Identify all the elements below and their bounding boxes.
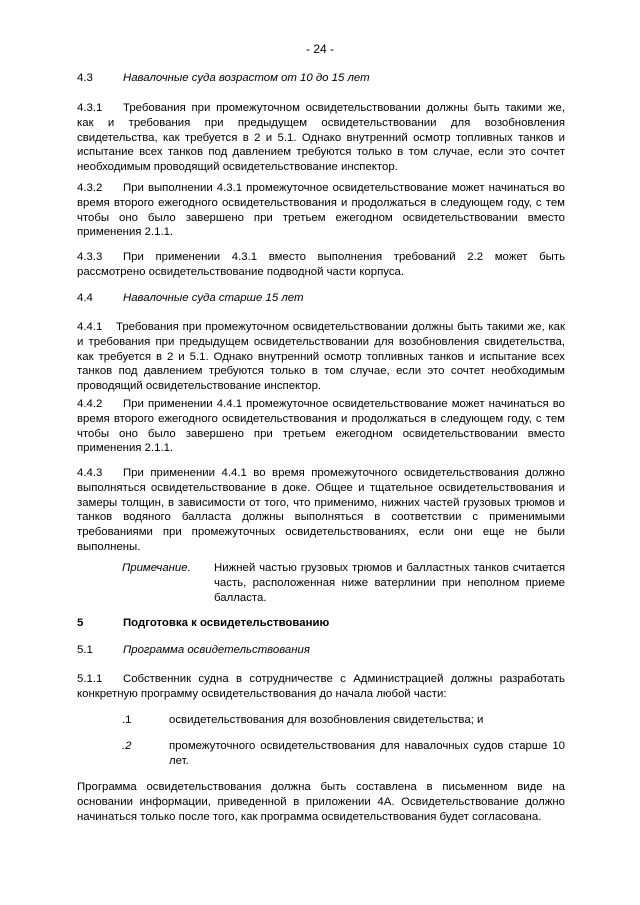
- section-title: Подготовка к освидетельствованию: [123, 617, 330, 629]
- paragraph-4-3-3: [77, 250, 565, 280]
- paragraph-text: При применении 4.4.1 во время промежуточного освидетельствования должно выполняться освидетельствование в доке. Общее и тщательное освидетельствования и замеры толщин, в зависимости от того, что применимо, нижних частей грузовых трюмов и танков водяного балласта должны выполняться в соответствии с применимыми требованиями при промежуточных освидетельствованиях, если они еще не были выполнены.: [77, 467, 565, 553]
- page-number: - 24 -: [305, 42, 334, 56]
- list-marker: .2: [122, 740, 132, 752]
- paragraph-number: 4.3.3: [77, 251, 103, 263]
- section-title: Навалочные суда старше 15 лет: [123, 292, 304, 304]
- note-label: Примечание.: [122, 562, 191, 574]
- paragraph-number: 4.4.2: [77, 398, 103, 410]
- section-heading-4-3: [77, 71, 565, 86]
- list-marker: .1: [122, 714, 132, 726]
- paragraph-text: Программа освидетельствования должна быть составлена в письменном виде на основании информации, приведенной в приложении 4А. Освидетельствование должно начинаться только после того, как программа освидетельствования будет согласована.: [77, 781, 565, 823]
- paragraph-program: [77, 780, 565, 824]
- paragraph-text: Собственник судна в сотрудничестве с Администрацией должны разработать конкретную программу освидетельствования до начала любой части:: [77, 673, 565, 700]
- paragraph-number: 5.1.1: [77, 673, 103, 685]
- paragraph-4-3-2: [77, 181, 565, 240]
- paragraph-number: 4.4.1: [77, 321, 103, 333]
- paragraph-text: При применении 4.4.1 промежуточное освидетельствование может начинаться во время второго ежегодного освидетельствования и продолжаться в следующем году, с тем чтобы оно было завершено при третьем ежегодном освидетельствовании вместо применения 2.1.1.: [77, 398, 565, 455]
- paragraph-text: При применении 4.3.1 вместо выполнения требований 2.2 может быть рассмотрено освидетельствование подводной части корпуса.: [77, 251, 565, 278]
- list-text: промежуточного освидетельствования для навалочных судов старше 10 лет.: [169, 740, 565, 767]
- paragraph-4-4-3: [77, 466, 565, 555]
- paragraph-text: Требования при промежуточном освидетельствовании должны быть такими же, как и требования при предыдущем освидетельствовании для возобновления свидетельства, как требуется в 2 и 5.1. Однако внутренний осмотр топливных танков и испытание всех танков под давлением требуются только в том случае, если это сочтет необходимым проводящий освидетельствование инспектор.: [77, 102, 565, 174]
- section-title: Навалочные суда возрастом от 10 до 15 лет: [123, 72, 370, 84]
- section-title: Программа освидетельствования: [123, 644, 310, 656]
- paragraph-4-4-1: [77, 320, 565, 394]
- section-number: 4.3: [77, 72, 93, 84]
- paragraph-text: При выполнении 4.3.1 промежуточное освидетельствование может начинаться во время второго ежегодного освидетельствования и продолжаться в следующем году, с тем чтобы оно было завершено при третьем ежегодном освидетельствовании вместо применения 2.1.1.: [77, 182, 565, 239]
- section-heading-5: [77, 616, 565, 631]
- section-number: 5.1: [77, 644, 93, 656]
- paragraph-4-3-1: [77, 101, 565, 175]
- list-text: освидетельствования для возобновления свидетельства; и: [169, 714, 484, 726]
- paragraph-4-4-2: [77, 397, 565, 456]
- section-number: 4.4: [77, 292, 93, 304]
- paragraph-number: 4.3.1: [77, 102, 103, 114]
- section-heading-4-4: [77, 291, 565, 306]
- paragraph-5-1-1: [77, 672, 565, 702]
- note-text: Нижней частью грузовых трюмов и балластных танков считается часть, расположенная ниже ватерлинии при неполном приеме балласта.: [214, 562, 565, 604]
- paragraph-text: Требования при промежуточном освидетельствовании должны быть такими же, как и требования при предыдущем освидетельствовании для возобновления свидетельства, как требуется в 2 и 5.1. Однако внутренний осмотр топливных танков и испытание всех танков под давлением требуются только в том случае, если это сочтет необходимым проводящий освидетельствование инспектор.: [77, 321, 565, 393]
- paragraph-number: 4.3.2: [77, 182, 103, 194]
- section-number: 5: [77, 617, 84, 629]
- paragraph-number: 4.4.3: [77, 467, 103, 479]
- section-heading-5-1: [77, 643, 565, 658]
